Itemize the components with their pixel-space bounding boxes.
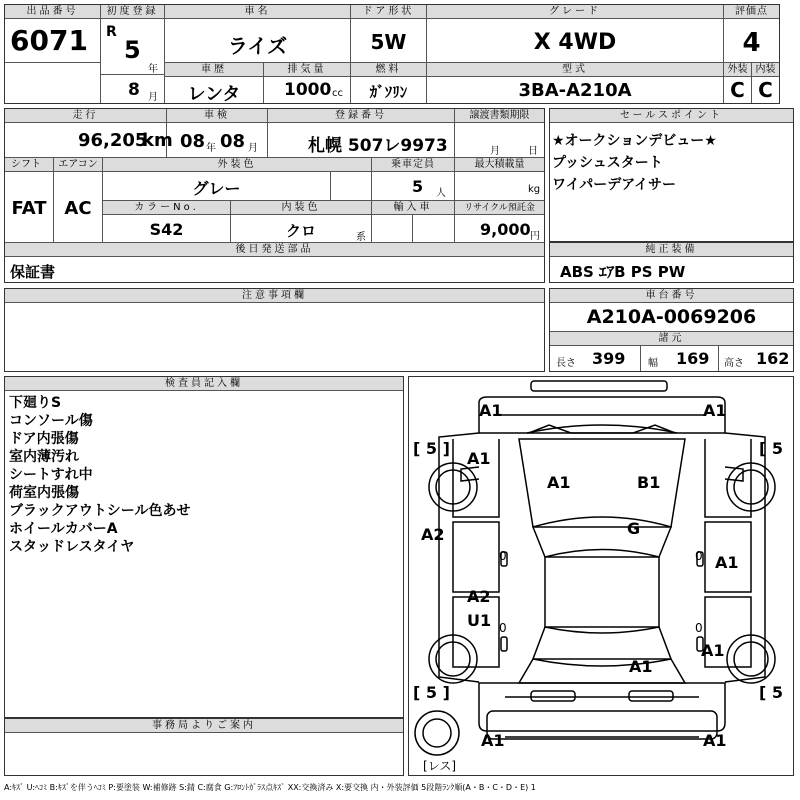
length: 399 [592, 349, 626, 368]
displacement-unit: cc [332, 88, 343, 99]
tire-rear-right: [ 5 [759, 683, 784, 702]
door-type: 5W [370, 30, 407, 54]
recycle-unit: 円 [530, 231, 540, 242]
name-label: 車名 [165, 5, 350, 19]
inspector-label: 検査員記入欄 [5, 377, 403, 391]
inspector-note: シートすれ中 [9, 467, 93, 483]
inspector-notes [9, 394, 399, 556]
transfer-day-unit: 日 [528, 146, 538, 157]
legend: A:ｷｽﾞ U:ﾍｺﾐ B:ｷｽﾞを伴うﾍｺﾐ P:要塗装 W:補修跡 S:錆 C:腐食 G:ﾌﾛﾝﾄｶﾞﾗｽ点ｷｽﾞ XX:交換済み X:要交換 内・外装評価 5段階ﾗﾝｸ順(A・B・C・D・E) 1 [4, 783, 536, 792]
length-label: 長さ [556, 358, 576, 369]
displacement-label: 排気量 [264, 63, 350, 77]
damage-mark: A1 [467, 449, 491, 468]
displacement: 1000 [284, 80, 332, 100]
inspector-note: 室内薄汚れ [9, 449, 79, 465]
recycle-label: リサイクル預託金 [455, 201, 544, 215]
year-unit: 年 [148, 64, 158, 75]
inspector-note: 下廻りS [9, 395, 62, 411]
inspection-label: 車検 [167, 109, 267, 123]
chassis-label: 車台番号 [550, 289, 793, 303]
tire-front-left: [ 5 ] [413, 439, 450, 458]
damage-mark: G [627, 519, 641, 538]
load-label: 最大積載量 [455, 158, 544, 172]
mileage-label: 走行 [5, 109, 166, 123]
capacity: 5 [412, 177, 424, 196]
damage-mark: A1 [703, 401, 727, 420]
interior-color-label: 内装色 [231, 201, 371, 215]
era: R [106, 24, 117, 40]
office-label: 事務局よりご案内 [5, 719, 403, 733]
width: 169 [676, 349, 710, 368]
model-code: 3BA-A210A [518, 80, 632, 101]
zero-mark: 0 [695, 621, 703, 635]
inspection-month: 08 [220, 131, 246, 152]
fuel-type: ｶﾞｿﾘﾝ [369, 83, 408, 101]
later-parts-label: 後日発送部品 [5, 243, 544, 257]
damage-diagram [408, 376, 794, 776]
inspection-month-unit: 月 [248, 143, 258, 154]
damage-mark: B1 [637, 473, 661, 492]
chassis-number: A210A-0069206 [586, 306, 757, 328]
inspection-year: 08 [180, 131, 206, 152]
month-unit: 月 [148, 92, 158, 103]
color-no-label: カラーNo. [103, 201, 230, 215]
sales-points-list [552, 130, 792, 196]
grade: X 4WD [533, 30, 617, 55]
damage-mark: A2 [421, 525, 445, 544]
damage-mark: A1 [481, 731, 505, 750]
registration-month: 8 [128, 80, 140, 100]
damage-mark: A1 [629, 657, 653, 676]
inspector-note: ブラックアウトシール色あせ [9, 503, 191, 519]
load-unit: kg [528, 184, 541, 195]
interior-color: クロ [285, 222, 316, 240]
interior-color-unit: 系 [356, 232, 366, 243]
plate-number: 札幌 507レ9973 [308, 136, 448, 156]
color-label: 外装色 [103, 158, 371, 172]
plate-label: 登録番号 [268, 109, 454, 123]
transfer-month-unit: 月 [490, 146, 500, 157]
color-number: S42 [149, 220, 184, 239]
damage-mark: A1 [479, 401, 503, 420]
inspection-year-unit: 年 [206, 143, 216, 154]
interior-grade: C [758, 78, 773, 102]
grade-label: グレード [427, 5, 723, 19]
sales-point: プッシュスタート [552, 155, 663, 171]
overall-score: 4 [742, 28, 761, 58]
shift-label: シフト [5, 158, 53, 172]
specs-label: 諸元 [550, 332, 793, 346]
damage-mark: A2 [467, 587, 491, 606]
tire-rear-left: [ 5 ] [413, 683, 450, 702]
air-conditioner: AC [64, 198, 92, 219]
inspector-note: スタッドレスタイヤ [9, 539, 135, 555]
capacity-unit: 人 [436, 188, 446, 199]
lot-label: 出品番号 [5, 5, 100, 19]
transfer-label: 譲渡書類期限 [455, 109, 544, 123]
car-name: ライズ [227, 34, 288, 58]
score-label: 評価点 [724, 5, 779, 19]
exterior-color: グレー [192, 179, 241, 198]
spare-tire-label: [レス] [423, 759, 457, 773]
damage-mark: U1 [467, 611, 492, 630]
registration-year: 5 [124, 36, 141, 64]
sales-points-label: セールスポイント [550, 109, 793, 123]
model-label: 型式 [427, 63, 723, 77]
import-label: 輸入車 [372, 201, 454, 215]
damage-mark: A1 [547, 473, 571, 492]
sales-point: ワイパーデアイサー [552, 177, 677, 193]
inspector-note: ホイールカバーA [9, 521, 118, 537]
tire-front-right: [ 5 [759, 439, 784, 458]
ac-label: エアコン [54, 158, 102, 172]
mileage-unit: km [142, 130, 173, 151]
exterior-label: 外装 [724, 63, 751, 77]
zero-mark: 0 [499, 549, 507, 563]
exterior-grade: C [730, 78, 745, 102]
damage-mark: A1 [701, 641, 725, 660]
zero-mark: 0 [695, 549, 703, 563]
history-label: 車歴 [165, 63, 263, 77]
caution-label: 注意事項欄 [5, 289, 544, 303]
car-outline-svg [409, 377, 795, 777]
mileage: 96,205 [78, 130, 148, 151]
interior-label: 内装 [752, 63, 779, 77]
inspector-note: コンソール傷 [9, 413, 93, 429]
capacity-label: 乗車定員 [372, 158, 454, 172]
registration-label: 初度登録 [101, 5, 164, 19]
height: 162 [756, 349, 790, 368]
door-label: ドア形状 [351, 5, 426, 19]
inspector-note: 荷室内張傷 [9, 485, 79, 501]
equipment-label: 純正装備 [550, 243, 793, 257]
car-history: レンタ [187, 84, 241, 105]
shift: FAT [11, 198, 47, 219]
zero-mark: 0 [499, 621, 507, 635]
damage-mark: A1 [715, 553, 739, 572]
recycle-fee: 9,000 [480, 220, 531, 239]
later-parts: 保証書 [10, 263, 56, 281]
lot-number: 6071 [10, 24, 88, 57]
inspector-note: ドア内張傷 [9, 431, 79, 447]
height-label: 高さ [724, 358, 744, 369]
fuel-label: 燃料 [351, 63, 426, 77]
width-label: 幅 [648, 358, 658, 369]
sales-point: ★オークションデビュー★ [552, 133, 717, 149]
damage-mark: A1 [703, 731, 727, 750]
equipment: ABS ｴｱB PS PW [560, 263, 686, 281]
